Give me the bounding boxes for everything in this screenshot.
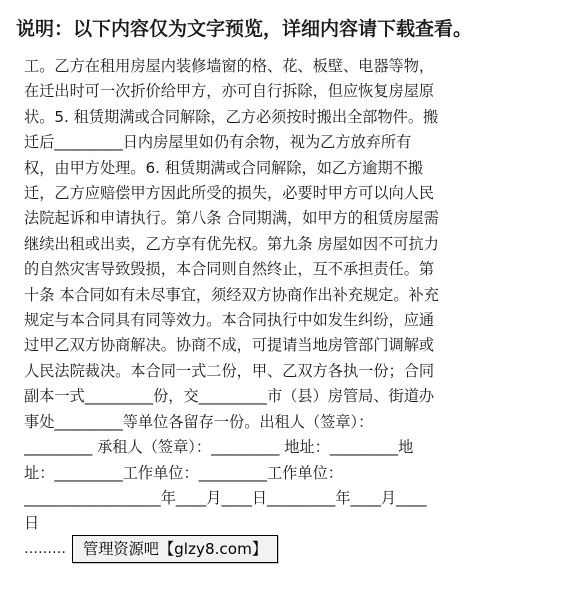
document-line: __________________年____月____日_________年____月____ [24, 488, 427, 507]
document-body [24, 54, 554, 537]
document-line: 法院起诉和申请执行。第八条 合同期满，如甲方的租赁房屋需 [24, 209, 439, 228]
document-line: _________ 承租人（签章）：_________ 地址：_________地 [24, 438, 414, 457]
document-line: 状。5. 租赁期满或合同解除，乙方必须按时搬出全部物件。搬 [24, 107, 439, 126]
document-line: 日 [24, 514, 40, 533]
footer [24, 535, 278, 563]
ellipsis-dots: ……… [24, 541, 66, 557]
site-link-button[interactable]: 管理资源吧【glzy8.com】 [72, 535, 278, 563]
document-line: 副本一式_________份，交_________市（县）房管局、街道办 [24, 387, 435, 406]
document-line: 事处_________等单位各留存一份。出租人（签章）： [24, 412, 374, 431]
document-line: 迁，乙方应赔偿甲方因此所受的损失，必要时甲方可以向人民 [24, 184, 435, 203]
document-line: 人民法院裁决。本合同一式二份，甲、乙双方各执一份；合同 [24, 361, 435, 380]
document-line: 十条 本合同如有未尽事宜，须经双方协商作出补充规定。补充 [24, 285, 439, 304]
document-line: 规定与本合同具有同等效力。本合同执行中如发生纠纷，应通 [24, 311, 435, 330]
document-line: 的自然灾害导致毁损，本合同则自然终止，互不承担责任。第 [24, 260, 435, 279]
document-line: 权，由甲方处理。6. 租赁期满或合同解除，如乙方逾期不搬 [24, 158, 424, 177]
document-line: 过甲乙双方协商解决。协商不成，可提请当地房管部门调解或 [24, 336, 435, 355]
document-line: 继续出租或出卖，乙方享有优先权。第九条 房屋如因不可抗力 [24, 234, 439, 253]
document-line: 迁后_________日内房屋里如仍有余物，视为乙方放弃所有 [24, 133, 412, 152]
document-line: 在迁出时可一次折价给甲方，亦可自行拆除，但应恢复房屋原 [24, 82, 435, 101]
document-line: 址：_________工作单位：_________工作单位： [24, 463, 343, 482]
document-line: 工。乙方在租用房屋内装修墙窗的格、花、板壁、电器等物， [24, 57, 435, 75]
preview-notice: 说明：以下内容仅为文字预览，详细内容请下载查看。 [16, 18, 473, 40]
